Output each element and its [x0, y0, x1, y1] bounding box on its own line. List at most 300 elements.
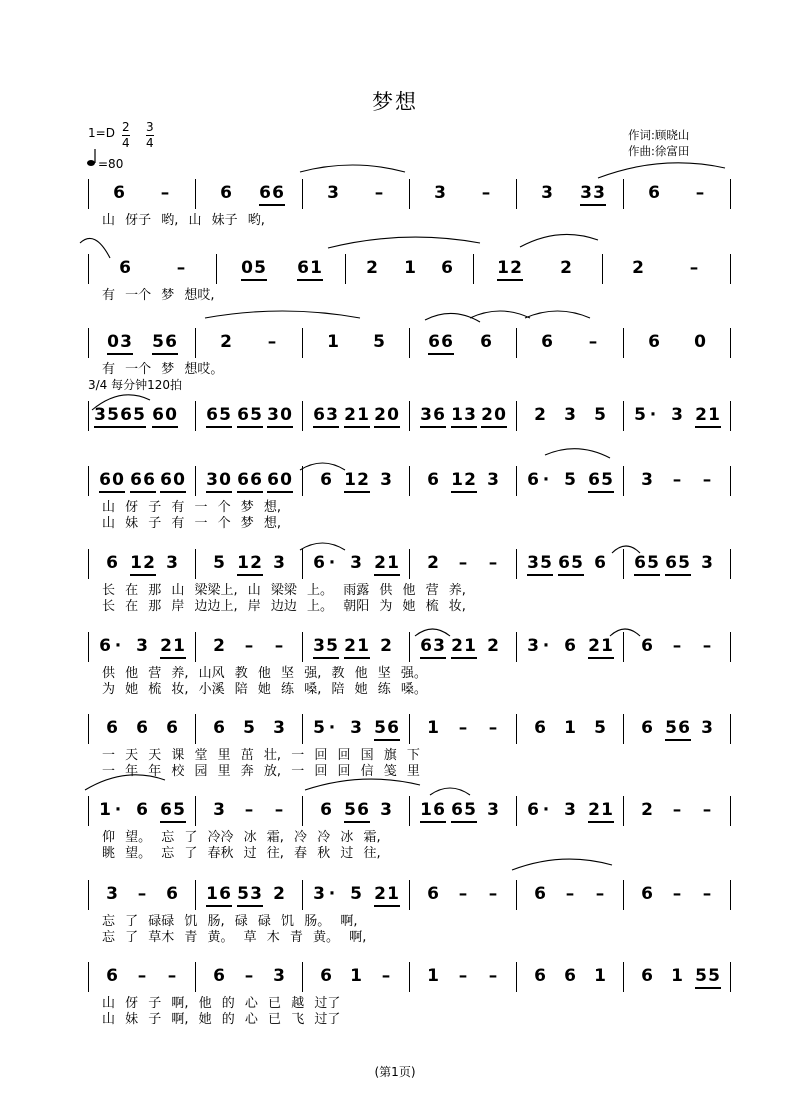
dash-note: – [458, 553, 468, 573]
eighth-underline [420, 821, 446, 823]
note: 0 [112, 470, 124, 490]
bar-line [730, 549, 731, 579]
lyric-text: 长 在 那 岸 边边上, 岸 边边 上。 朝阳 为 她 梳 妆, [102, 599, 466, 614]
note: 5 [594, 405, 606, 425]
note: 3 [487, 470, 499, 490]
note: 0 [241, 258, 253, 278]
note: 1 [427, 718, 439, 738]
note: 3 [273, 966, 285, 986]
bar-line [409, 880, 410, 910]
notation-line [0, 332, 790, 362]
bar-line [730, 962, 731, 992]
note: 1 [310, 258, 322, 278]
lyric-text: 供 他 营 养, 山风 教 他 坚 强, 教 他 坚 强。 [102, 666, 427, 681]
lyric-text: 山 妹 子 啊, 她 的 心 已 飞 过了 [102, 1012, 341, 1027]
bar-line [623, 632, 624, 662]
note: 6 [99, 470, 111, 490]
bar-line [302, 466, 303, 496]
note: 6 [313, 553, 325, 573]
note: 5 [313, 718, 325, 738]
slur-arc [300, 463, 345, 470]
note: 5 [173, 800, 185, 820]
dash-note: – [672, 636, 682, 656]
eighth-underline [267, 426, 293, 428]
page-number: (第1页) [374, 1065, 416, 1079]
note: 5 [350, 884, 362, 904]
note: · [328, 718, 336, 738]
note: 5 [374, 718, 386, 738]
dash-note: – [458, 966, 468, 986]
note: 3 [94, 405, 106, 425]
note: 5 [254, 258, 266, 278]
bar-line [195, 466, 196, 496]
note: 0 [494, 405, 506, 425]
eighth-underline [267, 491, 293, 493]
bar-line [623, 328, 624, 358]
bar-line [302, 962, 303, 992]
note: 3 [326, 405, 338, 425]
lyric-text: 有 一个 梦 想哎, [102, 288, 215, 303]
dash-note: – [702, 884, 712, 904]
eighth-underline [313, 426, 339, 428]
dash-note: – [702, 470, 712, 490]
bar-line [516, 880, 517, 910]
note: 1 [464, 636, 476, 656]
note: 2 [588, 800, 600, 820]
bar-line [730, 796, 731, 826]
note: 1 [671, 966, 683, 986]
note: 1 [601, 800, 613, 820]
bar-line [409, 796, 410, 826]
eighth-underline [428, 353, 454, 355]
notation-line [0, 966, 790, 996]
eighth-underline [374, 426, 400, 428]
note: 6 [272, 183, 284, 203]
bar-line [302, 401, 303, 431]
note: 2 [695, 405, 707, 425]
eighth-underline [420, 426, 446, 428]
note: 3 [671, 405, 683, 425]
note: · [649, 405, 657, 425]
note: 6 [420, 636, 432, 656]
dash-note: – [137, 966, 147, 986]
note: · [542, 800, 550, 820]
eighth-underline [160, 821, 186, 823]
note: 6 [641, 884, 653, 904]
note: 6 [641, 718, 653, 738]
note: 2 [250, 553, 262, 573]
note: 6 [106, 966, 118, 986]
bar-line [195, 401, 196, 431]
note: · [114, 636, 122, 656]
bar-line [516, 466, 517, 496]
note: 5 [594, 718, 606, 738]
eighth-underline [374, 739, 400, 741]
bar-line [623, 796, 624, 826]
note: 6 [166, 884, 178, 904]
note: 2 [143, 553, 155, 573]
dash-note: – [274, 636, 284, 656]
note: 6 [219, 884, 231, 904]
dash-note: – [588, 332, 598, 352]
note: 5 [326, 636, 338, 656]
bar-line [88, 466, 89, 496]
note: 6 [152, 405, 164, 425]
dash-note: – [244, 800, 254, 820]
bar-line [195, 549, 196, 579]
tempo-marking: =80 [98, 157, 124, 171]
note: 6 [320, 800, 332, 820]
bar-line [516, 549, 517, 579]
note: 5 [243, 718, 255, 738]
bar-line [730, 179, 731, 209]
eighth-underline [344, 491, 370, 493]
lyric-text: 仰 望。 忘 了 冷冷 冰 霜, 冷 冷 冰 霜, [102, 830, 381, 845]
notation-line [0, 405, 790, 435]
note: 2 [213, 636, 225, 656]
notation-line [0, 470, 790, 500]
note: 5 [237, 884, 249, 904]
note: 0 [107, 332, 119, 352]
note: 5 [665, 718, 677, 738]
note: 2 [560, 258, 572, 278]
eighth-underline [94, 426, 146, 428]
note: 6 [433, 800, 445, 820]
note: 5 [133, 405, 145, 425]
note: 5 [634, 405, 646, 425]
note: 2 [510, 258, 522, 278]
lyric-text: 一 年 年 校 园 里 奔 放, 一 回 回 信 笺 里 [102, 764, 420, 779]
note: 3 [564, 800, 576, 820]
bar-line [195, 179, 196, 209]
bar-line [623, 962, 624, 992]
note: 5 [464, 800, 476, 820]
note: 2 [588, 636, 600, 656]
page-title: 梦想 [372, 90, 418, 114]
eighth-underline [237, 426, 263, 428]
note: 6 [143, 470, 155, 490]
note: 3 [313, 636, 325, 656]
note: 1 [708, 405, 720, 425]
note: 6 [588, 470, 600, 490]
bar-line [409, 179, 410, 209]
note: 6 [130, 470, 142, 490]
eighth-underline [206, 491, 232, 493]
note: 2 [344, 636, 356, 656]
time-sig-1-top: 2 [122, 120, 130, 134]
note: 1 [237, 553, 249, 573]
note: 3 [166, 553, 178, 573]
lyric-text: 忘 了 草木 青 黄。 草 木 青 黄。 啊, [102, 930, 367, 945]
eighth-underline [374, 905, 400, 907]
note: 3 [564, 405, 576, 425]
note: 1 [344, 470, 356, 490]
note: 0 [219, 470, 231, 490]
bar-line [195, 328, 196, 358]
bar-line [302, 880, 303, 910]
dash-note: – [488, 553, 498, 573]
note: 6 [160, 800, 172, 820]
eighth-underline [206, 426, 232, 428]
note: 6 [387, 718, 399, 738]
bar-line [88, 714, 89, 744]
note: 3 [350, 553, 362, 573]
bar-line [602, 254, 603, 284]
eighth-underline [374, 574, 400, 576]
note: 6 [237, 470, 249, 490]
dash-note: – [672, 470, 682, 490]
dash-note: – [160, 183, 170, 203]
note: · [542, 636, 550, 656]
note: 6 [166, 718, 178, 738]
eighth-underline [558, 574, 584, 576]
note: 6 [259, 183, 271, 203]
bar-line [302, 328, 303, 358]
note: 2 [464, 470, 476, 490]
note: 3 [120, 332, 132, 352]
note: 6 [480, 332, 492, 352]
eighth-underline [527, 574, 553, 576]
bar-line [88, 549, 89, 579]
dash-note: – [595, 884, 605, 904]
eighth-underline [237, 905, 263, 907]
note: 6 [564, 966, 576, 986]
note: 2 [427, 553, 439, 573]
note: 3 [313, 884, 325, 904]
note: 6 [534, 966, 546, 986]
slur-arc [430, 788, 470, 795]
note: 0 [173, 470, 185, 490]
note: 1 [173, 636, 185, 656]
eighth-underline [451, 821, 477, 823]
dash-note: – [274, 800, 284, 820]
note: 3 [136, 636, 148, 656]
note: 3 [701, 553, 713, 573]
time-signature-2 [146, 121, 154, 150]
eighth-underline [206, 905, 232, 907]
eighth-underline [344, 821, 370, 823]
note: 6 [427, 884, 439, 904]
note: 3 [433, 636, 445, 656]
dash-note: – [244, 966, 254, 986]
eighth-underline [451, 657, 477, 659]
bar-line [730, 254, 731, 284]
note: 6 [165, 332, 177, 352]
notation-line [0, 183, 790, 213]
bar-line [88, 254, 89, 284]
slur-arc [612, 546, 640, 553]
note: 3 [580, 183, 592, 203]
dash-note: – [702, 800, 712, 820]
tempo-change: 3/4 每分钟120拍 [88, 378, 183, 392]
note: 2 [374, 405, 386, 425]
eighth-underline [588, 491, 614, 493]
bar-line [409, 962, 410, 992]
bar-line [516, 714, 517, 744]
note: 6 [237, 405, 249, 425]
eighth-underline [420, 657, 446, 659]
note: 6 [250, 470, 262, 490]
time-sig-2-top: 3 [146, 120, 154, 134]
eighth-underline [297, 279, 323, 281]
note: 1 [594, 966, 606, 986]
note: 6 [534, 718, 546, 738]
note: 0 [280, 405, 292, 425]
eighth-underline [665, 574, 691, 576]
bar-line [302, 714, 303, 744]
note: 6 [99, 636, 111, 656]
note: · [328, 553, 336, 573]
bar-line [516, 179, 517, 209]
notation-line [0, 258, 790, 288]
eighth-underline [237, 574, 263, 576]
slur-arc [305, 779, 420, 790]
note: 3 [206, 470, 218, 490]
note: 0 [387, 405, 399, 425]
note: · [114, 800, 122, 820]
note: 2 [357, 470, 369, 490]
note: 6 [313, 405, 325, 425]
note: 5 [695, 966, 707, 986]
dash-note: – [481, 183, 491, 203]
note: 1 [427, 966, 439, 986]
slur-arc [610, 629, 640, 636]
eighth-underline [451, 491, 477, 493]
eighth-underline [130, 491, 156, 493]
note: 6 [648, 183, 660, 203]
bar-line [302, 632, 303, 662]
note: 0 [165, 405, 177, 425]
note: 5 [219, 405, 231, 425]
note: 1 [99, 800, 111, 820]
note: 1 [564, 718, 576, 738]
note: 3 [273, 718, 285, 738]
bar-line [730, 328, 731, 358]
note: 3 [527, 553, 539, 573]
eighth-underline [695, 426, 721, 428]
note: 6 [441, 258, 453, 278]
note: 6 [320, 470, 332, 490]
note: 2 [344, 405, 356, 425]
note: 6 [564, 636, 576, 656]
bar-line [195, 962, 196, 992]
note: 3 [273, 553, 285, 573]
note: 5 [373, 332, 385, 352]
eighth-underline [152, 353, 178, 355]
eighth-underline [130, 574, 156, 576]
slur-arc [415, 629, 450, 636]
note: 6 [220, 183, 232, 203]
dash-note: – [244, 636, 254, 656]
eighth-underline [107, 353, 133, 355]
composer-credit: 作曲:徐富田 [628, 144, 690, 158]
note: 2 [380, 636, 392, 656]
slur-arc [470, 311, 530, 318]
eighth-underline [695, 987, 721, 989]
note: 1 [357, 636, 369, 656]
dash-note: – [374, 183, 384, 203]
note: 5 [152, 332, 164, 352]
bar-line [623, 549, 624, 579]
dash-note: – [458, 718, 468, 738]
dash-note: – [672, 884, 682, 904]
lyricist-credit: 作词:顾晓山 [628, 128, 690, 142]
slur-arc [205, 311, 360, 318]
note: 6 [534, 884, 546, 904]
note: 3 [701, 718, 713, 738]
bar-line [516, 632, 517, 662]
note: 1 [497, 258, 509, 278]
note: 6 [113, 183, 125, 203]
note: 6 [119, 258, 131, 278]
notation-line [0, 553, 790, 583]
bar-line [730, 632, 731, 662]
note: 5 [647, 553, 659, 573]
note: · [328, 884, 336, 904]
note: 2 [273, 884, 285, 904]
eighth-underline [259, 204, 285, 206]
note: 1 [451, 470, 463, 490]
lyric-text: 山 伢 子 有 一 个 梦 想, [102, 500, 282, 515]
slur-arc [525, 311, 590, 318]
note: 3 [641, 470, 653, 490]
note: 6 [641, 966, 653, 986]
dash-note: – [267, 332, 277, 352]
note: 6 [357, 800, 369, 820]
note: 6 [641, 636, 653, 656]
note: 3 [250, 884, 262, 904]
eighth-underline [481, 426, 507, 428]
bar-line [730, 466, 731, 496]
bar-line [302, 549, 303, 579]
lyric-text: 忘 了 碌碌 饥 肠, 碌 碌 饥 肠。 啊, [102, 914, 358, 929]
time-sig-2-bottom: 4 [146, 136, 154, 150]
eighth-underline [241, 279, 267, 281]
note: 6 [213, 966, 225, 986]
note: 6 [106, 553, 118, 573]
slur-arc [300, 165, 405, 172]
note: 3 [106, 884, 118, 904]
note: 6 [267, 470, 279, 490]
slur-arc [545, 449, 610, 458]
bar-line [88, 179, 89, 209]
bar-line [409, 328, 410, 358]
dash-note: – [458, 884, 468, 904]
dash-note: – [672, 800, 682, 820]
note: 2 [374, 884, 386, 904]
note: 1 [206, 884, 218, 904]
note: 5 [107, 405, 119, 425]
bar-line [302, 179, 303, 209]
dash-note: – [689, 258, 699, 278]
note: 3 [380, 470, 392, 490]
bar-line [516, 962, 517, 992]
slur-arc [328, 237, 480, 248]
note: 6 [558, 553, 570, 573]
eighth-underline [588, 657, 614, 659]
note: 6 [427, 470, 439, 490]
bar-line [88, 632, 89, 662]
note: 6 [160, 470, 172, 490]
note: 3 [593, 183, 605, 203]
bar-line [302, 796, 303, 826]
note: 2 [487, 636, 499, 656]
note: 6 [441, 332, 453, 352]
bar-line [623, 880, 624, 910]
lyric-text: 有 一个 梦 想哎。 [102, 362, 224, 377]
notation-line [0, 884, 790, 914]
lyric-text: 眺 望。 忘 了 春秋 过 往, 春 秋 过 往, [102, 846, 381, 861]
